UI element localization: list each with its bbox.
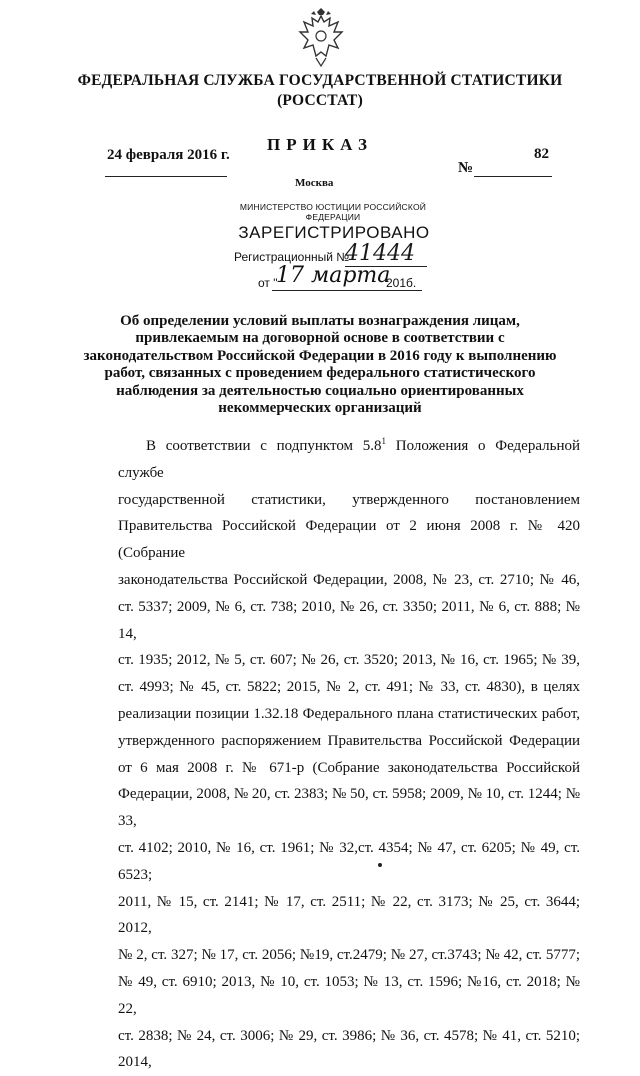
body-line: реализации позиции 1.32.18 Федерального плана статистических работ,	[118, 705, 580, 722]
stamp-regdate-suffix: 201б.	[386, 276, 417, 290]
body-line: законодательства Российской Федерации, 2008, № 23, ст. 2710; № 46,	[118, 571, 580, 588]
order-title: ПРИКАЗ	[267, 135, 373, 154]
stamp-registered: ЗАРЕГИСТРИРОВАНО	[238, 223, 430, 242]
stamp-regdate-value: 17 марта	[276, 263, 391, 288]
body-line: № 2, ст. 327; № 17, ст. 2056; №19, ст.2479; № 27, ст.3743; № 42, ст. 5777;	[118, 947, 580, 964]
title-line: наблюдения за деятельностью социально ориентированных	[116, 382, 524, 399]
date-underline	[105, 176, 227, 177]
number-underline	[474, 176, 552, 177]
title-line: привлекаемым на договорной основе в соответствии с	[135, 330, 505, 347]
order-date: 24 февраля 2016 г.	[107, 147, 230, 163]
agency-abbreviation: (РОССТАТ)	[277, 92, 363, 109]
body-line: № 49, ст. 6910; 2013, № 10, ст. 1053; № 13, ст. 1596; №16, ст. 2018; № 22,	[118, 973, 580, 1017]
stamp-ministry: МИНИСТЕРСТВО ЮСТИЦИИ РОССИЙСКОЙ ФЕДЕРАЦИИ	[239, 202, 427, 222]
body-line: государственной статистики, утвержденного постановлением	[118, 491, 580, 508]
title-line: Об определении условий выплаты вознаграждения лицам,	[120, 313, 520, 329]
body-line: ст. 5337; 2009, № 6, ст. 738; 2010, № 26, ст. 3350; 2011, № 6, ст. 888; № 14,	[118, 598, 580, 642]
double-headed-eagle-icon	[296, 8, 346, 68]
body-line: ст. 4993; № 45, ст. 5822; 2015, № 2, ст. 491; № 33, ст. 4830), в целях	[118, 679, 580, 696]
title-line: некоммерческих организаций	[218, 400, 422, 417]
title-line: законодательством Российской Федерации в 2016 году к выполнению	[83, 347, 557, 364]
order-number: 82	[534, 146, 549, 162]
body-line: Федерации, 2008, № 20, ст. 2383; № 50, ст. 5958; 2009, № 10, ст. 1244; № 33,	[118, 786, 580, 830]
body-line: 2011, № 15, ст. 2141; № 17, ст. 2511; № 22, ст. 3173; № 25, ст. 3644; 2012,	[118, 893, 580, 937]
stamp-regdate-label: от "	[258, 276, 278, 290]
document-body	[118, 433, 580, 1076]
city-name: Москва	[295, 177, 334, 189]
body-line: ст. 1935; 2012, № 5, ст. 607; № 26, ст. 3520; 2013, № 16, ст. 1965; № 39,	[118, 652, 580, 669]
document-title	[70, 313, 570, 417]
agency-name: ФЕДЕРАЛЬНАЯ СЛУЖБА ГОСУДАРСТВЕННОЙ СТАТИСТИКИ	[77, 72, 563, 89]
body-line: утвержденного распоряжением Правительства Российской Федерации	[118, 732, 580, 749]
body-line: Правительства Российской Федерации от 2 июня 2008 г. № 420 (Собрание	[118, 518, 580, 562]
title-line: работ, связанных с проведением федерального статистического	[104, 365, 536, 382]
body-line: ст. 4102; 2010, № 16, ст. 1961; № 32,ст. 4354; № 47, ст. 6205; № 49, ст. 6523;	[118, 839, 580, 883]
stamp-regnum-value: 41444	[345, 241, 415, 266]
regdate-underline	[272, 290, 422, 291]
body-line: ст. 2838; № 24, ст. 3006; № 29, ст. 3986; № 36, ст. 4578; № 41, ст. 5210; 2014,	[118, 1027, 580, 1071]
body-line: В соответствии с подпунктом $5.8^1$ Положения о Федеральной службе	[118, 436, 580, 481]
stamp-regnum-label: Регистрационный №	[234, 250, 350, 264]
footnote-ref: 1	[381, 436, 387, 446]
scan-dot	[378, 863, 382, 867]
body-line: от 6 мая 2008 г. № 671-р (Собрание законодательства Российской	[118, 759, 580, 776]
order-number-sign: №	[458, 160, 474, 176]
